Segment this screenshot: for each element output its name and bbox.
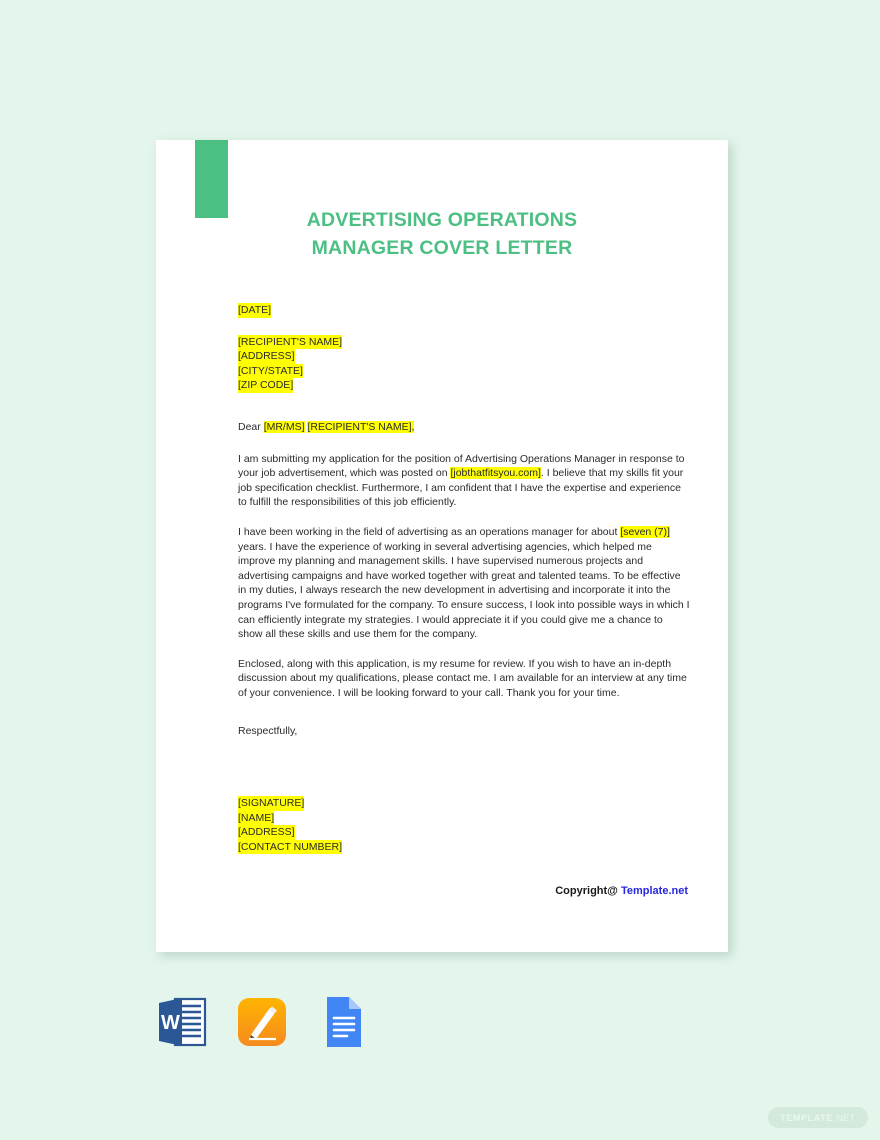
page-title-line1: ADVERTISING OPERATIONS: [306, 209, 578, 231]
watermark-light: .NET: [832, 1112, 856, 1123]
recipient-zip-line: [238, 378, 690, 393]
spacer-before-signature-2: [238, 779, 690, 796]
body-paragraph-3: Enclosed, along with this application, is my resume for review. If you wish to have an in-depth discussion about my qualifications, please contact me. I am available for an interview at any time of your convenience. I will be looking forward to your call. Thank you for your time.: [238, 657, 687, 699]
recipient-city-state-placeholder: [CITY/STATE]: [238, 364, 303, 377]
paragraph-2-part-2: years. I have the experience of working in several advertising agencies, which helped me improve my planning and management skills. I have supervised numerous projects and advertising campaigns and have worked together with great and talented teams. To be effective in my duties, I always research the new development in advertising and incorporate it into the programs I've formulated for the company. To ensure success, I look into possible ways in which I can efficiently integrate my strategies. I would appreciate it if you could give me a chance to show all these skills and use them for the company.: [238, 540, 690, 641]
body-paragraph-2: [238, 525, 690, 642]
sender-contact-line: [238, 840, 690, 855]
copyright-notice: [456, 885, 688, 897]
apple-pages-icon[interactable]: [236, 994, 288, 1050]
closing-line: Respectfully,: [238, 725, 298, 738]
recipient-block: [238, 335, 690, 393]
spacer-after-date: [238, 318, 690, 335]
date-placeholder: [DATE]: [238, 304, 272, 316]
copyright-text: Copyright@: [555, 885, 621, 897]
recipient-name-line: [238, 335, 690, 350]
recipient-city-state-line: [238, 364, 690, 379]
sender-name-line: [238, 811, 690, 826]
recipient-address-line: [238, 349, 690, 364]
sender-address-line: [238, 825, 690, 840]
sender-contact-placeholder: [CONTACT NUMBER]: [238, 840, 343, 853]
salutation-name-placeholder: [RECIPIENT'S NAME],: [307, 420, 415, 433]
watermark-bold: TEMPLATE: [780, 1112, 833, 1123]
spacer-before-salutation: [238, 393, 690, 420]
spacer-after-salutation: [238, 435, 690, 452]
template-net-watermark: [768, 1107, 868, 1128]
google-docs-icon[interactable]: [316, 994, 368, 1050]
spacer-before-closing: [238, 715, 690, 724]
document-page: [156, 140, 728, 952]
salutation: [238, 420, 690, 435]
salutation-prefix: Dear: [238, 420, 264, 433]
svg-text:W: W: [161, 1012, 180, 1034]
paragraph-1-part-2: . I believe that my skills fit your job specification checklist. Furthermore, I am confident that I have the expertise and experience to fulfill the responsibilities of this job efficiently.: [238, 467, 684, 509]
salutation-title-placeholder: [MR/MS]: [263, 420, 305, 433]
sender-name-placeholder: [NAME]: [238, 811, 275, 824]
recipient-address-placeholder: [ADDRESS]: [238, 350, 295, 363]
paragraph-1-highlight: [jobthatfitsyou.com]: [450, 467, 541, 480]
date-block: [238, 303, 690, 318]
paragraph-1-part-1: I am submitting my application for the position of Advertising Operations Manager in response to your job advertisement, which was posted on: [238, 452, 685, 480]
date-line: [238, 303, 690, 318]
app-icons-row: [156, 990, 456, 1054]
page-title: [216, 206, 668, 262]
sender-address-placeholder: [ADDRESS]: [238, 826, 295, 839]
template-net-link[interactable]: Template.net: [620, 885, 688, 897]
letter-body: [238, 303, 690, 854]
signature-line: [238, 796, 690, 811]
paragraph-2-part-1: I have been working in the field of advertising as an operations manager for about: [238, 525, 621, 538]
page-title-line2: MANAGER COVER LETTER: [311, 237, 573, 259]
signature-block: [238, 796, 690, 854]
spacer-before-signature: [238, 739, 690, 779]
signature-placeholder: [SIGNATURE]: [238, 797, 305, 810]
body-paragraph-1: [238, 452, 690, 510]
recipient-zip-placeholder: [ZIP CODE]: [238, 379, 294, 392]
recipient-name-placeholder: [RECIPIENT'S NAME]: [238, 335, 343, 348]
microsoft-word-icon[interactable]: [156, 994, 208, 1050]
paragraph-2-highlight: [seven (7)]: [620, 525, 670, 538]
